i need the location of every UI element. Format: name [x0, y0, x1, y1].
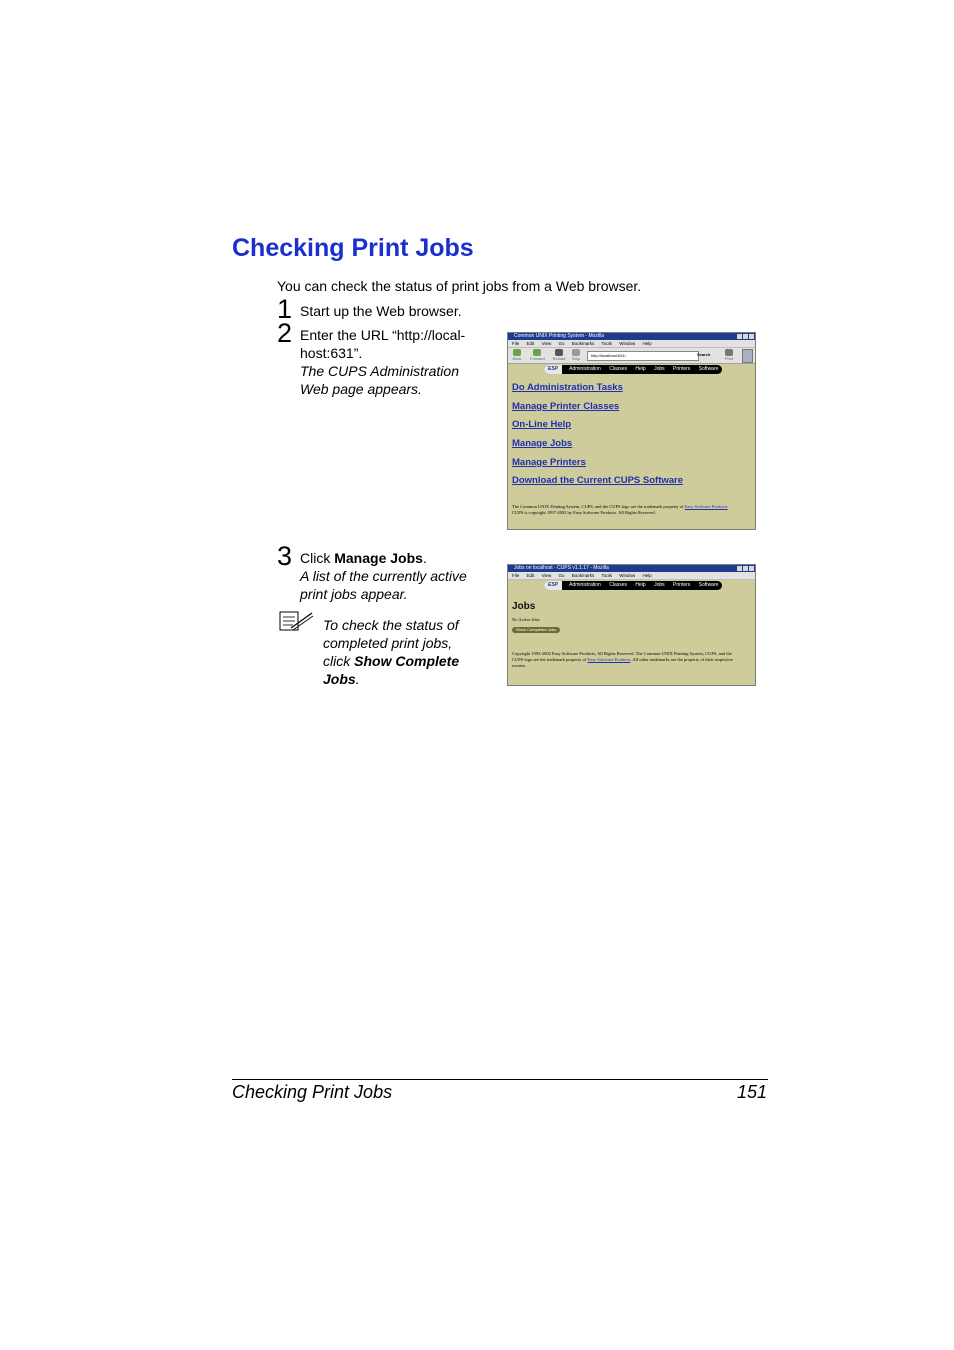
- step-1-text: Start up the Web browser.: [300, 303, 462, 319]
- menu-tools: Tools: [601, 573, 612, 578]
- forward-arrow-icon: [533, 349, 541, 356]
- show-completed-jobs-button: Show Completed Jobs: [512, 627, 560, 633]
- nav-help: Help: [635, 366, 646, 372]
- nav-jobs: Jobs: [654, 582, 665, 588]
- step-2-line-1: Enter the URL “http://local-: [300, 327, 466, 343]
- menu-window: Window: [619, 573, 636, 578]
- reload-icon: [555, 349, 563, 356]
- menu-edit: Edit: [526, 341, 535, 346]
- step-3-result-1: A list of the currently active: [300, 568, 467, 584]
- esp-logo: ESP: [544, 365, 562, 374]
- menu-help: Help: [642, 341, 652, 346]
- back-button: Back: [510, 349, 524, 362]
- window-title: Jobs on localhost - CUPS v1.1.17 - Mozilla: [514, 565, 609, 571]
- menu-bookmarks: Bookmarks: [571, 573, 595, 578]
- cups-admin-screenshot: [507, 332, 756, 530]
- link-manage-jobs: Manage Jobs: [512, 438, 573, 449]
- step-2-line-2: host:631”.: [300, 345, 363, 361]
- intro-paragraph: You can check the status of print jobs from a Web browser.: [277, 278, 642, 294]
- link-manage-printer-classes: Manage Printer Classes: [512, 401, 620, 412]
- menu-go: Go: [558, 341, 565, 346]
- menu-bar: [508, 340, 755, 348]
- nav-administration: Administration: [569, 582, 601, 588]
- step-1-number: 1: [277, 294, 293, 324]
- menu-file: File: [512, 341, 520, 346]
- menu-bar: [508, 572, 755, 580]
- nav-help: Help: [635, 582, 646, 588]
- menu-window: Window: [619, 341, 636, 346]
- window-titlebar: [508, 333, 755, 340]
- window-controls: [736, 566, 754, 574]
- no-active-jobs-text: No Active Jobs: [512, 617, 540, 622]
- nav-software: Software: [698, 582, 719, 588]
- menu-bookmarks: Bookmarks: [571, 341, 595, 346]
- step-3-text: [300, 549, 467, 603]
- footer-rule: [232, 1079, 768, 1080]
- step-2-result-2: Web page appears.: [300, 381, 422, 397]
- cups-trademark-notice: The Common UNIX Printing System, CUPS, and the CUPS logo are the trademark property of Easy Software Products. CUPS is copyright 1997-2002 by Easy Software Products. All Rights Reserved.: [512, 504, 729, 515]
- cups-navigation-bar: [544, 581, 722, 590]
- easy-software-link: Easy Software Products: [684, 504, 728, 509]
- nav-jobs: Jobs: [654, 366, 665, 372]
- printer-icon: [725, 349, 733, 356]
- menu-edit: Edit: [526, 573, 535, 578]
- nav-classes: Classes: [609, 366, 628, 372]
- esp-logo: ESP: [544, 581, 562, 590]
- page-number: 151: [737, 1082, 768, 1102]
- cups-navigation-bar: [544, 365, 722, 374]
- print-button: Print: [722, 349, 736, 362]
- jobs-heading: Jobs: [512, 601, 536, 612]
- link-download-cups: Download the Current CUPS Software: [512, 475, 684, 486]
- link-online-help: On-Line Help: [512, 419, 572, 430]
- menu-view: View: [541, 341, 552, 346]
- page-title: Checking Print Jobs: [232, 234, 474, 262]
- menu-help: Help: [642, 573, 652, 578]
- footer-section-title: Checking Print Jobs: [232, 1082, 393, 1102]
- browser-toolbar: [508, 348, 755, 364]
- nav-administration: Administration: [569, 366, 601, 372]
- step-3-result-2: print jobs appear.: [300, 586, 408, 602]
- link-manage-printers: Manage Printers: [512, 457, 586, 468]
- search-button: Search: [697, 352, 711, 357]
- nav-printers: Printers: [673, 582, 691, 588]
- stop-icon: [572, 349, 580, 356]
- nav-printers: Printers: [673, 366, 691, 372]
- easy-software-link: Easy Software Products: [587, 657, 631, 662]
- step-3-number: 3: [277, 541, 293, 571]
- forward-button: Forward: [530, 349, 544, 362]
- cups-jobs-screenshot: [507, 564, 756, 686]
- reload-button: Reload: [552, 349, 566, 362]
- back-arrow-icon: [513, 349, 521, 356]
- window-controls: [736, 334, 754, 342]
- url-field: http://localhost:631/: [587, 351, 699, 361]
- mozilla-logo: [742, 349, 753, 363]
- step-2-number: 2: [277, 318, 293, 348]
- step-2-result-1: The CUPS Administration: [300, 363, 459, 379]
- note-pencil-icon: [279, 610, 315, 632]
- window-titlebar: [508, 565, 755, 572]
- nav-software: Software: [698, 366, 719, 372]
- note-text: To check the status of completed print jobs, click Show Complete Jobs.: [323, 617, 460, 687]
- stop-button: Stop: [569, 349, 583, 362]
- step-2-text: [300, 326, 465, 398]
- copyright-notice: Copyright 1993-2002 Easy Software Products, All Rights Reserved. The Common UNIX Printing System, CUPS, and the CUPS logo are the trademark property of Easy Software Products. All other trademarks are the property of their respective owners.: [512, 651, 733, 668]
- menu-view: View: [541, 573, 552, 578]
- menu-tools: Tools: [601, 341, 612, 346]
- menu-file: File: [512, 573, 520, 578]
- link-do-administration-tasks: Do Administration Tasks: [512, 382, 623, 393]
- step-3-line-1: Click Manage Jobs.: [300, 550, 427, 566]
- window-title: Common UNIX Printing System - Mozilla: [514, 333, 605, 339]
- menu-go: Go: [558, 573, 565, 578]
- nav-classes: Classes: [609, 582, 628, 588]
